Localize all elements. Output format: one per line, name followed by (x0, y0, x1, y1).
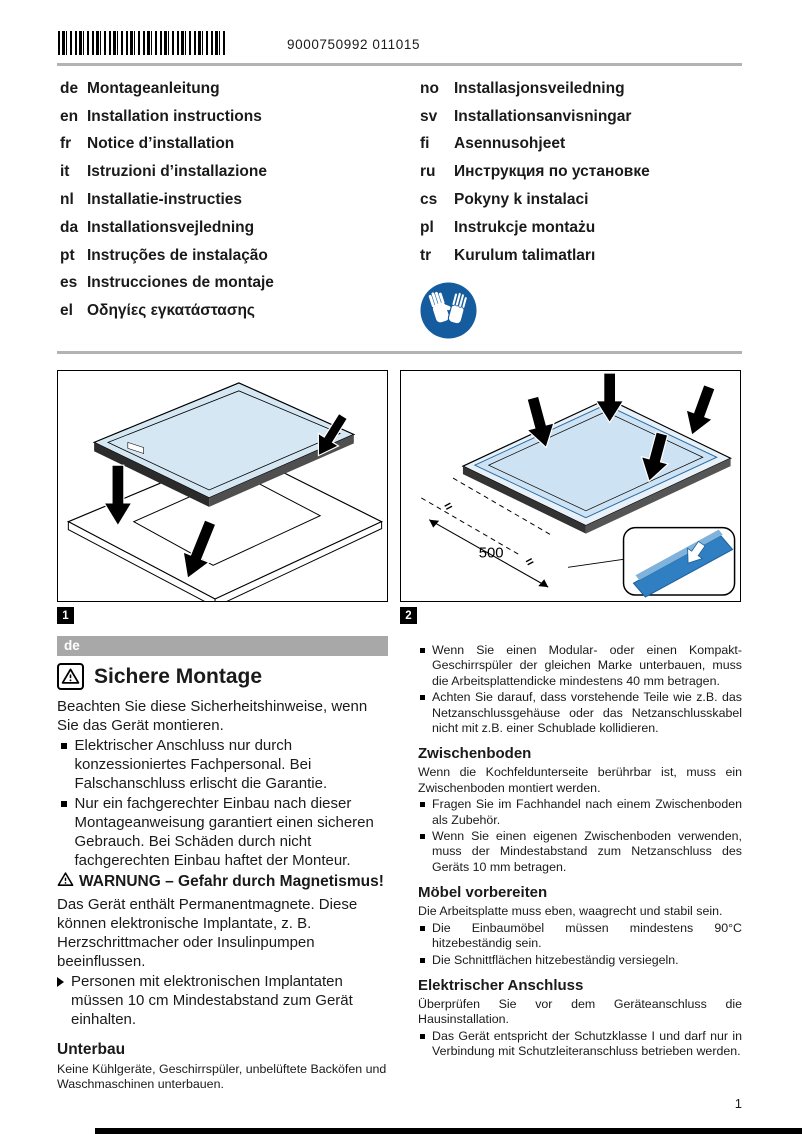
safety-bullet (57, 736, 388, 793)
language-row (420, 103, 755, 131)
safety-intro: Beachten Sie diese Sicherheitshinweise, wenn Sie das Gerät montieren. (57, 698, 368, 734)
language-code: de (60, 79, 79, 97)
figure-1-drawing (58, 371, 387, 601)
language-section-tab: de (57, 636, 388, 656)
equals-mark: = (522, 553, 537, 570)
language-row (60, 270, 395, 298)
moebel-intro: Die Arbeitsplatte muss eben, waagrecht und stabil sein. (418, 904, 723, 919)
language-code: it (60, 163, 70, 181)
language-row (60, 242, 395, 270)
bullet-square-icon (420, 834, 425, 839)
language-label: Installatie-instructies (87, 191, 243, 209)
bullet-text: Achten Sie darauf, dass vorstehende Teile wie z.B. das Netzanschlussgehäuse oder das Netzanschlusskabel nicht mit z.B. einer Schublade kollidieren. (432, 690, 742, 736)
bullet-text: Fragen Sie im Fachhandel nach einem Zwischenboden als Zubehör. (432, 797, 742, 827)
language-row (60, 131, 395, 159)
language-code: tr (420, 246, 432, 264)
unterbau-bullet (418, 690, 742, 736)
language-code: el (60, 302, 73, 320)
language-label: Montageanleitung (87, 79, 220, 97)
figure-2 (400, 370, 741, 602)
bullet-text: Wenn Sie einen eigenen Zwischenboden verwenden, muss der Mindestabstand zum Netzanschluss des Geräts 10 mm betragen. (432, 829, 742, 874)
figure-1 (57, 370, 388, 602)
bullet-square-icon (420, 1034, 425, 1039)
zwischenboden-intro: Wenn die Kochfeldunterseite berührbar ist, muss ein Zwischenboden montiert werden. (418, 765, 742, 795)
language-code: fr (60, 135, 72, 153)
content-left-column (57, 663, 388, 1093)
language-label: Kurulum talimatları (454, 246, 596, 264)
language-code: es (60, 274, 78, 292)
magnetism-warning-body: Das Gerät enthält Permanentmagnete. Diese können elektronische Implantate, z. B. Herzschrittmacher oder Insulinpumpen beeinflussen. (57, 895, 358, 970)
language-row (60, 186, 395, 214)
anschluss-heading: Elektrischer Anschluss (418, 976, 584, 994)
bullet-text: Die Einbaumöbel müssen mindestens 90°C hitzebeständig sein. (432, 920, 742, 951)
language-label: Οδηγίες εγκατάστασης (87, 302, 255, 320)
safety-heading (57, 663, 388, 690)
figure-2-drawing (401, 371, 740, 601)
moebel-heading: Möbel vorbereiten (418, 884, 548, 902)
language-row (420, 158, 755, 186)
unterbau-bullet (418, 643, 742, 689)
language-row (420, 75, 755, 103)
action-text: Personen mit elektronischen Implantaten müssen 10 cm Mindestabstand zum Gerät einhalten. (71, 972, 353, 1028)
bullet-square-icon (61, 743, 67, 749)
language-row (420, 242, 755, 270)
action-step (57, 972, 388, 1029)
language-label: Installationsvejledning (87, 218, 255, 236)
language-code: da (60, 218, 79, 236)
header-divider (57, 63, 742, 66)
language-label: Istruzioni d’installazione (87, 163, 267, 181)
language-label: Instrucciones de montaje (87, 274, 274, 292)
zwischenboden-bullet (418, 829, 742, 875)
warning-triangle-icon (57, 871, 74, 894)
warning-boxed-icon (57, 663, 84, 690)
language-label: Installasjonsveiledning (454, 79, 625, 97)
equals-mark: = (441, 497, 456, 515)
zwischenboden-bullet (418, 797, 742, 828)
wear-gloves-icon (419, 281, 478, 340)
figure-2-number: 2 (400, 607, 417, 624)
language-code: fi (420, 135, 430, 153)
bullet-square-icon (420, 926, 425, 931)
language-code: no (420, 79, 439, 97)
anschluss-bullet (418, 1029, 742, 1060)
language-row (60, 103, 395, 131)
language-label: Installationsanvisningar (454, 107, 632, 125)
bullet-text: Die Schnittflächen hitzebeständig versiegeln. (432, 952, 679, 967)
figure-1-number: 1 (57, 607, 74, 624)
zwischenboden-heading: Zwischenboden (418, 745, 532, 763)
bullet-square-icon (420, 695, 425, 700)
bullet-square-icon (420, 802, 425, 807)
safety-heading-text: Sichere Montage (94, 665, 263, 688)
content-right-column (418, 642, 742, 1061)
language-label: Инструкция по установке (454, 163, 650, 181)
bullet-text: Wenn Sie einen Modular- oder einen Kompakt-Geschirrspüler der gleichen Marke unterbauen, muss die Arbeitsplattendicke mindestens 40 mm betragen. (432, 643, 742, 688)
anschluss-intro: Überprüfen Sie vor dem Geräteanschluss die Hausinstallation. (418, 996, 742, 1027)
action-arrow-icon (57, 977, 64, 987)
moebel-bullet (418, 953, 742, 968)
language-list-right (420, 75, 755, 270)
unterbau-body: Keine Kühlgeräte, Geschirrspüler, unbelüftete Backöfen und Waschmaschinen unterbauen. (57, 1061, 387, 1091)
language-row (420, 186, 755, 214)
unterbau-heading: Unterbau (57, 1040, 126, 1058)
language-code: cs (420, 191, 438, 209)
language-list-left (60, 75, 395, 325)
section-divider (57, 351, 742, 354)
bullet-text: Das Gerät entspricht der Schutzklasse I und darf nur in Verbindung mit Schutzleiteranschluss betrieben werden. (432, 1028, 742, 1059)
language-label: Instruções de instalação (87, 246, 268, 264)
language-label: Instrukcje montażu (454, 218, 596, 236)
bullet-text: Elektrischer Anschluss nur durch konzessioniertes Fachpersonal. Bei Falschanschluss erlischt die Garantie. (74, 737, 328, 792)
language-row (60, 158, 395, 186)
bullet-square-icon (420, 648, 425, 653)
bullet-square-icon (420, 958, 425, 963)
language-label: Asennusohjeet (454, 135, 566, 153)
page-number: 1 (734, 1096, 742, 1111)
dimension-label: 500 (478, 545, 504, 562)
magnetism-warning-heading (57, 871, 388, 894)
language-code: pt (60, 246, 75, 264)
warning-heading-text: WARNUNG – Gefahr durch Magnetismus! (79, 873, 384, 890)
language-code: nl (60, 191, 74, 209)
language-row (60, 297, 395, 325)
document-number: 9000750992 011015 (287, 37, 421, 52)
next-page-edge (95, 1128, 802, 1134)
language-code: pl (420, 218, 434, 236)
language-row (420, 214, 755, 242)
language-row (60, 75, 395, 103)
barcode (58, 31, 226, 55)
safety-bullet (57, 794, 388, 870)
language-label: Installation instructions (87, 107, 262, 125)
language-row (60, 214, 395, 242)
language-row (420, 131, 755, 159)
language-label: Pokyny k instalaci (454, 191, 589, 209)
language-code: sv (420, 107, 438, 125)
language-code: en (60, 107, 79, 125)
moebel-bullet (418, 921, 742, 952)
language-code: ru (420, 163, 436, 181)
bullet-text: Nur ein fachgerechter Einbau nach dieser Montageanweisung garantiert einen sicheren Gebrauch. Bei Schäden durch nicht fachgerechten Einbau haftet der Monteur. (74, 795, 374, 869)
bullet-square-icon (61, 801, 67, 807)
language-label: Notice d’installation (87, 135, 235, 153)
